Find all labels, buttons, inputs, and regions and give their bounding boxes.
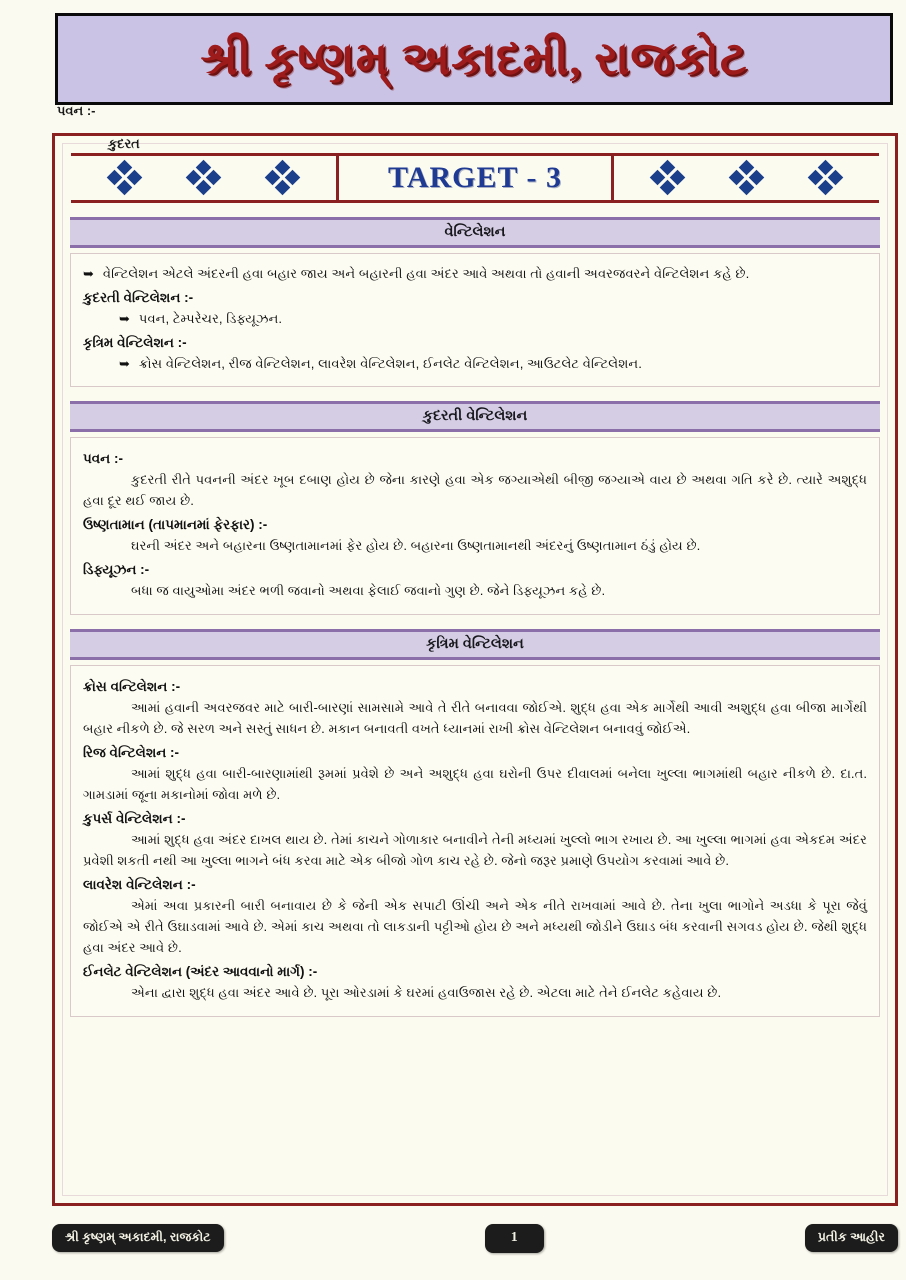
- sub-heading: ઈનલેટ વેન્ટિલેશન (અંદર આવવાનો માર્ગ) :-: [83, 963, 318, 979]
- paragraph: કુદરતી રીતે પવનની અંદર ખૂબ દબાણ હોય છે જેના કારણે હવા એક જગ્યાએથી બીજી જગ્યાએ વાય છે અથવા ગતિ કરે છે. ત્યારે અશુદ્ધ હવા દૂર થઈ જાય છે.: [83, 472, 867, 509]
- document-inner-frame: [62, 143, 888, 1196]
- diamond-cluster-icon: [266, 161, 300, 195]
- section-content: [70, 253, 880, 387]
- document-frame: [52, 133, 898, 1206]
- sub-heading: કુદરતી વેન્ટિલેશન :-: [83, 289, 194, 305]
- page-number-badge: 1: [485, 1224, 544, 1253]
- footer-academy-label: શ્રી કૃષ્ણમ્ અકાદમી, રાજકોટ: [52, 1224, 224, 1252]
- diamond-cluster-icon: [108, 161, 142, 195]
- section-heading: કૃત્રિમ વેન્ટિલેશન: [70, 629, 880, 660]
- diamond-cluster-icon: [187, 161, 221, 195]
- page-title: શ્રી કૃષ્ણમ્ અકાદમી, રાજકોટ: [200, 32, 748, 84]
- banner-center: [336, 156, 614, 200]
- sub-heading: કુપર્સ વેન્ટિલેશન :-: [83, 810, 186, 826]
- section-content: [70, 665, 880, 1017]
- sub-heading: લાવરેશ વેન્ટિલેશન :-: [83, 876, 196, 892]
- paragraph: બધા જ વાયુઓમા અંદર ભળી જવાનો અથવા ફેલાઈ જવાનો ગુણ છે. જેને ડિફ્યૂઝન કહે છે.: [131, 583, 606, 599]
- paragraph: આમાં શુદ્ધ હવા અંદર દાખલ થાય છે. તેમાં કાચને ગોળાકાર બનાવીને તેની મધ્યમાં ખુલ્લો ભાગ રખાય છે. આ ખુલ્લા ભાગમાં હવા એકદમ અંદર પ્રવેશી શકતી નથી આ ખુલ્લા ભાગને બંધ કરવા માટે એક બીજો ગોળ કાચ રહે છે. જેનો જરૂર પ્રમાણે ઉપયોગ કરવામાં આવે છે.: [83, 832, 867, 869]
- banner-right-decorations: [614, 156, 879, 200]
- paragraph: આમાં શુદ્ધ હવા બારી-બારણામાંથી રૂમમાં પ્રવેશે છે અને અશુદ્ધ હવા ઘરોની ઉપર દીવાલમાં બનેલા ખુલ્લા ભાગમાંથી બહાર નીકળે છે. દા.ત. ગામડામાં જૂના મકાનોમાં જોવા મળે છે.: [83, 766, 867, 803]
- bullet-item: [83, 264, 867, 285]
- bullet-item: [83, 354, 867, 375]
- sub-heading: કૃત્રિમ વેન્ટિલેશન :-: [83, 334, 187, 350]
- sub-heading: ઉષ્ણતામાન (તાપમાનમાં ફેરફાર) :-: [83, 516, 268, 532]
- footer-author-label: પ્રતીક આહીર: [805, 1224, 898, 1252]
- arrow-bullet-icon: ➥: [83, 266, 94, 281]
- target-banner: [71, 153, 879, 203]
- artifact-text-kudrat: કુદરત: [108, 136, 140, 151]
- artifact-text-pavan: પવન :-: [57, 103, 96, 118]
- bullet-text: ક્રોસ વેન્ટિલેશન, રીજ વેન્ટિલેશન, લાવરેશ વેન્ટિલેશન, ઈનલેટ વેન્ટિલેશન, આઉટલેટ વેન્ટિલેશન.: [138, 356, 642, 372]
- paragraph: એમાં અવા પ્રકારની બારી બનાવાય છે કે જેની એક સપાટી ઊંચી અને એક નીતે રાખવામાં આવે છે. તેના ખુલા ભાગોને અડધા કે પૂરા જેવું જોઈએ એ રીતે ઉઘાડવામાં આવે છે. એમાં કાચ અથવા તો લાકડાની પટ્ટીઓ હોય છે અને મધ્યથી જોડીને ઉઘાડ બંધ કરવાની સગવડ હોય છે. જેથી શુદ્ધ હવા અંદર આવે છે.: [83, 898, 867, 955]
- page-footer: [52, 1218, 898, 1258]
- diamond-cluster-icon: [809, 161, 843, 195]
- sub-heading: પવન :-: [83, 451, 123, 467]
- paragraph: એના દ્વારા શુદ્ધ હવા અંદર આવે છે. પૂરા ઓરડામાં કે ઘરમાં હવાઉજાસ રહે છે. એટલા માટે તેને ઈનલેટ કહેવાય છે.: [131, 984, 722, 1000]
- sub-heading: ડિફ્યૂઝન :-: [83, 562, 150, 578]
- paragraph: ઘરની અંદર અને બહારના ઉષ્ણતામાનમાં ફેર હોય છે. બહારના ઉષ્ણતામાનથી અંદરનું ઉષ્ણતામાન ઠંડું હોય છે.: [131, 538, 701, 554]
- bullet-text: વેન્ટિલેશન એટલે અંદરની હવા બહાર જાય અને બહારની હવા અંદર આવે અથવા તો હવાની અવરજવરને વેન્ટિલેશન કહે છે.: [102, 266, 750, 281]
- diamond-cluster-icon: [651, 161, 685, 195]
- banner-left-decorations: [71, 156, 336, 200]
- academy-title-box: [55, 13, 893, 105]
- bullet-text: પવન, ટેમ્પરેચર, ડિફ્યૂઝન.: [138, 311, 283, 327]
- bullet-item: [83, 309, 867, 330]
- diamond-cluster-icon: [730, 161, 764, 195]
- arrow-bullet-icon: ➥: [119, 311, 130, 327]
- banner-title: TARGET - 3: [388, 161, 562, 194]
- section-heading: કુદરતી વેન્ટિલેશન: [70, 401, 880, 432]
- sub-heading: રિજ વેન્ટિલેશન :-: [83, 745, 180, 761]
- section-heading: વેન્ટિલેશન: [70, 217, 880, 248]
- section-content: [70, 437, 880, 615]
- paragraph: આમાં હવાની અવરજવર માટે બારી-બારણાં સામસામે આવે તે રીતે બનાવવા જોઈએ. શુદ્ધ હવા એક માર્ગેથી આવી અશુદ્ધ હવા બીજા માર્ગેથી બહાર નીકળે છે. જે સરળ અને સસ્તું સાધન છે. મકાન બનાવતી વખતે ધ્યાનમાં રાખી ક્રોસ વેન્ટિલેશન બનાવવું જોઈએ.: [83, 700, 867, 737]
- arrow-bullet-icon: ➥: [119, 356, 130, 372]
- sub-heading: ક્રોસ વન્ટિલેશન :-: [83, 679, 181, 695]
